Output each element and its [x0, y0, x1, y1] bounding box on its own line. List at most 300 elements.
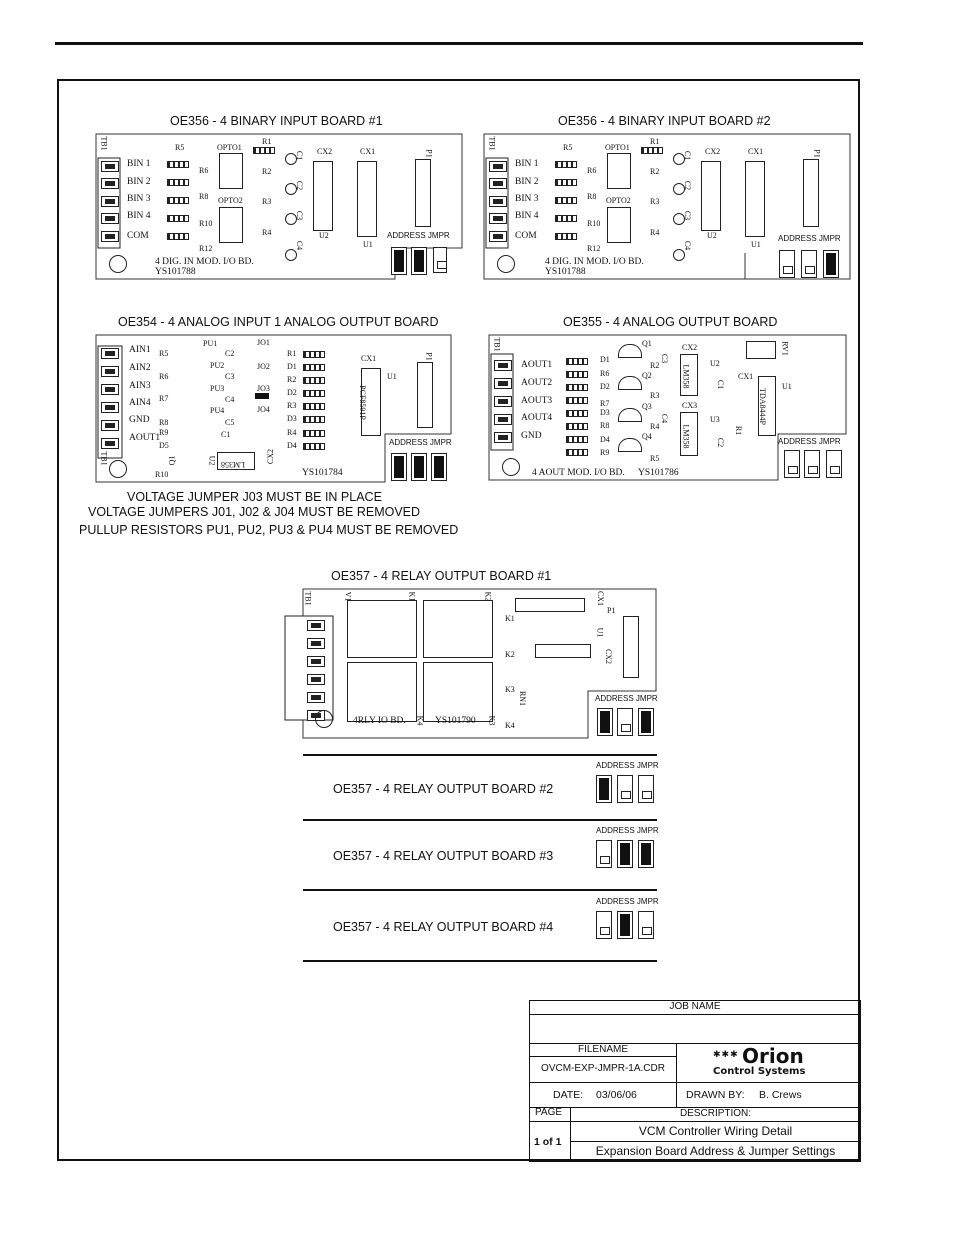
board-title-relay1: OE357 - 4 RELAY OUTPUT BOARD #1: [331, 569, 552, 583]
aout-u3: U3: [710, 415, 720, 424]
resistor: [555, 215, 577, 222]
aout-d4: D4: [600, 435, 610, 444]
terminal-4: [307, 674, 325, 685]
relay2-jumper-1[interactable]: [596, 775, 612, 803]
bin1-ys-number: YS101788: [155, 267, 196, 277]
ain-r3: R3: [287, 401, 297, 410]
bin2-r4: R4: [650, 228, 660, 237]
resistor: [167, 197, 189, 204]
note-voltage-j01-j02-j04: VOLTAGE JUMPERS J01, J02 & J04 MUST BE REMOVED: [88, 505, 421, 519]
relay1-v1: V1: [343, 591, 353, 602]
transistor: [618, 438, 642, 452]
title-block: [529, 1000, 861, 1162]
aout-cx1: CX1: [738, 372, 754, 381]
date-value: 03/06/06: [596, 1089, 637, 1101]
ain-address-jumper-label: ADDRESS JMPR: [389, 438, 452, 447]
relay2-jumper-3[interactable]: [638, 775, 654, 803]
separator-line: [303, 819, 657, 821]
terminal-5: [101, 420, 119, 431]
terminal-1: [307, 620, 325, 631]
ain-jumper-2[interactable]: [411, 453, 427, 481]
aout-jumper-3[interactable]: [826, 450, 842, 478]
aout-tda8444p: TDA8444P: [757, 388, 767, 425]
aout-d2: D2: [600, 382, 610, 391]
p1-header: [623, 616, 639, 678]
ain-c5: C5: [225, 418, 235, 427]
terminal-3: [489, 196, 507, 207]
terminal-5: [101, 231, 119, 242]
terminal-4: [489, 213, 507, 224]
relay4-jumper-1[interactable]: [596, 911, 612, 939]
bin1-jumper-2[interactable]: [411, 247, 427, 275]
relay1-cx1: CX1: [596, 590, 606, 607]
resistor: [303, 416, 325, 423]
ain-r5: R5: [159, 349, 169, 358]
aout-q1: Q1: [642, 339, 652, 348]
board-title-ain: OE354 - 4 ANALOG INPUT 1 ANALOG OUTPUT BOARD: [118, 315, 439, 329]
relay2-address-jumper-label: ADDRESS JMPR: [596, 761, 659, 770]
aout-r5: R5: [650, 454, 660, 463]
terminal-1: [101, 161, 119, 172]
resistor: [555, 179, 577, 186]
p1-header: [415, 159, 431, 227]
resistor: [555, 161, 577, 168]
resistor: [555, 233, 577, 240]
transistor: [618, 408, 642, 422]
aout-output-4: AOUT4: [521, 413, 553, 423]
bin1-c2: C2: [295, 180, 305, 191]
board-title-relay3: OE357 - 4 RELAY OUTPUT BOARD #3: [333, 849, 554, 863]
board-title-bin2: OE356 - 4 BINARY INPUT BOARD #2: [558, 114, 771, 128]
drawn-by-value: B. Crews: [759, 1089, 802, 1101]
u2-chip: [313, 161, 333, 231]
bin1-address-jumper-label: ADDRESS JMPR: [387, 231, 450, 240]
resistor: [303, 390, 325, 397]
bin1-tb1-label: TB1: [99, 136, 109, 151]
terminal-5: [494, 432, 512, 443]
bin2-c4: C4: [683, 240, 693, 251]
terminal-2: [494, 378, 512, 389]
aout-ys-number: YS101786: [638, 468, 679, 478]
transistor: [618, 376, 642, 390]
u1-chip: [745, 161, 765, 237]
relay4-jumper-2[interactable]: [617, 911, 633, 939]
ain-r8: R8: [159, 418, 169, 427]
relay1-k1-side: K1: [505, 614, 515, 623]
bin2-cx2: CX2: [705, 147, 721, 156]
ain-input-2: AIN2: [129, 363, 151, 373]
bin1-u2: U2: [319, 231, 329, 240]
ain-jumper-1[interactable]: [391, 453, 407, 481]
description-line-2: Expansion Board Address & Jumper Settings: [595, 1144, 836, 1158]
aout-r4: R4: [650, 422, 660, 431]
relay1-k1-top: K1: [407, 591, 417, 602]
opto2-chip: [607, 207, 631, 243]
ain-c4: C4: [225, 395, 235, 404]
aout-r6: R6: [600, 369, 610, 378]
bin1-c1: C1: [295, 150, 305, 161]
terminal-1: [489, 161, 507, 172]
bin2-r8: R8: [587, 192, 597, 201]
ain-cx2: CX2: [266, 448, 276, 465]
relay1-p1: P1: [607, 606, 616, 615]
ain-r7: R7: [159, 394, 169, 403]
analog-input-board: [95, 334, 453, 484]
ain-input-gnd: GND: [129, 415, 150, 425]
bin1-jumper-1[interactable]: [391, 247, 407, 275]
binary-input-board-2: [483, 133, 851, 281]
aout-address-jumper-label: ADDRESS JMPR: [778, 437, 841, 446]
ain-cx1: CX1: [361, 354, 377, 363]
bin1-input-3: BIN 3: [127, 194, 151, 204]
capacitor: [673, 183, 685, 195]
aout-r1: R1: [734, 425, 744, 436]
rv1-potentiometer: [746, 341, 776, 359]
mounting-hole: [315, 710, 333, 728]
bin1-r5: R5: [175, 143, 185, 152]
ain-pu2: PU2: [210, 361, 225, 370]
description-line-1: VCM Controller Wiring Detail: [638, 1124, 793, 1138]
relay-k1: [347, 600, 417, 658]
resistor: [566, 384, 588, 391]
job-name-value-cell: [529, 1014, 861, 1044]
relay-output-board-1: [283, 588, 657, 740]
resistor: [167, 215, 189, 222]
bin1-c3: C3: [295, 210, 305, 221]
orion-logo: Orion: [742, 1044, 804, 1068]
bin2-u2: U2: [707, 231, 717, 240]
aout-lm358-a: LM358: [681, 364, 691, 389]
aout-d1: D1: [600, 355, 610, 364]
capacitor: [285, 153, 297, 165]
u1-chip: [357, 161, 377, 237]
terminal-4: [494, 414, 512, 425]
note-pullup-resistors: PULLUP RESISTORS PU1, PU2, PU3 & PU4 MUST BE REMOVED: [79, 523, 459, 537]
relay4-address-jumper-label: ADDRESS JMPR: [596, 897, 659, 906]
bin2-u1: U1: [751, 240, 761, 249]
board-outline-bin1: [95, 133, 463, 281]
relay3-jumper-3[interactable]: [638, 840, 654, 868]
aout-c2: C2: [716, 437, 726, 448]
aout-c3: C3: [660, 353, 670, 364]
opto2-chip: [219, 207, 243, 243]
terminal-2: [489, 178, 507, 189]
terminal-3: [494, 396, 512, 407]
aout-part-number: 4 AOUT MOD. I/O BD.: [532, 468, 625, 478]
p1-header: [803, 159, 819, 227]
ain-input-3: AIN3: [129, 381, 151, 391]
aout-output-1: AOUT1: [521, 360, 553, 370]
aout-tb1: TB1: [492, 337, 502, 352]
mounting-hole: [109, 460, 127, 478]
bin2-cx1: CX1: [748, 147, 764, 156]
ain-c1: C1: [221, 430, 231, 439]
resistor: [555, 197, 577, 204]
terminal-4: [101, 402, 119, 413]
bin2-input-3: BIN 3: [515, 194, 539, 204]
relay2-jumper-2[interactable]: [617, 775, 633, 803]
board-title-relay4: OE357 - 4 RELAY OUTPUT BOARD #4: [333, 920, 554, 934]
aout-c4: C4: [660, 413, 670, 424]
aout-cx2: CX2: [682, 343, 698, 352]
mounting-hole: [502, 458, 520, 476]
bin2-address-jumper-label: ADDRESS JMPR: [778, 234, 841, 243]
bin1-part-number: 4 DIG. IN MOD. I/O BD.: [155, 257, 254, 267]
ain-pu1: PU1: [203, 339, 218, 348]
bin2-jumper-2[interactable]: [801, 250, 817, 278]
bin1-c4: C4: [295, 240, 305, 251]
bin2-jumper-3[interactable]: [823, 250, 839, 278]
bin1-opto2: OPTO2: [218, 196, 243, 205]
terminal-1: [494, 360, 512, 371]
jo3-jumper-installed: [255, 393, 269, 399]
relay1-k2-side: K2: [505, 650, 515, 659]
bin1-cx2: CX2: [317, 147, 333, 156]
relay1-cx2: CX2: [604, 648, 614, 665]
aout-r7: R7: [600, 399, 610, 408]
terminal-6: [101, 438, 119, 449]
bin2-ys-number: YS101788: [545, 267, 586, 277]
ain-output-1: AOUT1: [129, 433, 161, 443]
relay1-k4-bottom: K4: [415, 715, 425, 726]
orion-logo-subtext: Control Systems: [713, 1066, 806, 1077]
opto1-chip: [607, 153, 631, 189]
relay1-k4-side: K4: [505, 721, 515, 730]
resistor: [303, 443, 325, 450]
resistor: [303, 364, 325, 371]
terminal-5: [489, 231, 507, 242]
relay3-jumper-1[interactable]: [596, 840, 612, 868]
aout-output-3: AOUT3: [521, 396, 553, 406]
separator-line: [303, 754, 657, 756]
resistor: [167, 233, 189, 240]
relay-k2: [423, 600, 493, 658]
ain-d4: D4: [287, 441, 297, 450]
ain-d1: D1: [287, 362, 297, 371]
relay1-jumper-3[interactable]: [638, 708, 654, 736]
terminal-2: [307, 638, 325, 649]
ain-d5: D5: [159, 441, 169, 450]
relay1-u1: U1: [595, 627, 605, 638]
capacitor: [673, 249, 685, 261]
bin2-r12: R12: [587, 244, 601, 253]
aout-u1: U1: [782, 382, 792, 391]
bin2-input-1: BIN 1: [515, 159, 539, 169]
aout-output-2: AOUT2: [521, 378, 553, 388]
terminal-1: [101, 348, 119, 359]
description-label: DESCRIPTION:: [679, 1108, 752, 1119]
resistor: [303, 403, 325, 410]
mounting-hole: [109, 255, 127, 273]
bin2-opto1: OPTO1: [605, 143, 630, 152]
p1-header: [417, 362, 433, 428]
aout-r9: R9: [600, 448, 610, 457]
capacitor: [285, 249, 297, 261]
ain-c2: C2: [225, 349, 235, 358]
relay1-jumper-2[interactable]: [617, 708, 633, 736]
resistor: [641, 147, 663, 154]
bin2-r2: R2: [650, 167, 660, 176]
capacitor: [285, 183, 297, 195]
bin2-r6: R6: [587, 166, 597, 175]
ain-pu3: PU3: [210, 384, 225, 393]
bin1-input-1: BIN 1: [127, 159, 151, 169]
bin1-r1: R1: [262, 137, 272, 146]
bin2-input-4: BIN 4: [515, 211, 539, 221]
terminal-3: [101, 384, 119, 395]
ain-u2: U2: [207, 455, 217, 466]
capacitor: [673, 213, 685, 225]
aout-cx3: CX3: [682, 401, 698, 410]
ain-ys-number: YS101784: [302, 468, 343, 478]
aout-lm358-b: LM358: [681, 424, 691, 449]
relay3-address-jumper-label: ADDRESS JMPR: [596, 826, 659, 835]
ain-input-1: AIN1: [129, 345, 151, 355]
bin1-r12: R12: [199, 244, 213, 253]
resistor: [303, 430, 325, 437]
board-outline-bin2: [483, 133, 851, 281]
bin2-r1: R1: [650, 137, 660, 146]
ain-jumper-3[interactable]: [431, 453, 447, 481]
ain-d2: D2: [287, 388, 297, 397]
bin1-r3: R3: [262, 197, 272, 206]
ain-tb1: TB1: [99, 451, 109, 466]
ain-r4: R4: [287, 428, 297, 437]
analog-output-board: [488, 334, 848, 482]
aout-c1: C1: [716, 379, 726, 390]
bin1-opto1: OPTO1: [217, 143, 242, 152]
aout-r3: R3: [650, 391, 660, 400]
aout-gnd: GND: [521, 431, 542, 441]
aout-rv1: RV1: [780, 341, 790, 356]
bin2-jumper-1[interactable]: [779, 250, 795, 278]
aout-jumper-2[interactable]: [804, 450, 820, 478]
ain-pcf8591p: PCF8591P: [357, 385, 367, 420]
relay-k3: [423, 662, 493, 722]
relay1-address-jumper-label: ADDRESS JMPR: [595, 694, 658, 703]
resistor: [566, 410, 588, 417]
aout-jumper-1[interactable]: [784, 450, 800, 478]
bin1-r2: R2: [262, 167, 272, 176]
filename-divider: [529, 1056, 677, 1057]
board-title-relay2: OE357 - 4 RELAY OUTPUT BOARD #2: [333, 782, 554, 796]
bin1-r4: R4: [262, 228, 272, 237]
ain-lm358: LM358: [221, 460, 245, 469]
page-value: 1 of 1: [534, 1136, 562, 1148]
resistor: [566, 358, 588, 365]
ain-r6: R6: [159, 372, 169, 381]
transistor: [618, 344, 642, 358]
capacitor: [285, 213, 297, 225]
relay1-part-number: 4RLY IO BD.: [353, 716, 406, 726]
job-name-label: JOB NAME: [669, 1001, 721, 1012]
filename-label: FILENAME: [577, 1044, 628, 1055]
opto1-chip: [219, 153, 243, 189]
page-top-rule: [55, 42, 863, 45]
bin2-r10: R10: [587, 219, 601, 228]
terminal-4: [101, 213, 119, 224]
u2-chip: [701, 161, 721, 231]
separator-line: [303, 960, 657, 962]
aout-r8: R8: [600, 421, 610, 430]
note-voltage-j03: VOLTAGE JUMPER J03 MUST BE IN PLACE: [127, 490, 382, 504]
relay1-ys-number: YS101790: [435, 716, 476, 726]
board-title-bin1: OE356 - 4 BINARY INPUT BOARD #1: [170, 114, 383, 128]
bin1-cx1: CX1: [360, 147, 376, 156]
bin2-r5: R5: [563, 143, 573, 152]
ain-jo4: JO4: [257, 405, 270, 414]
bin2-input-2: BIN 2: [515, 177, 539, 187]
relay1-k2-top: K2: [483, 591, 493, 602]
bin2-opto2: OPTO2: [606, 196, 631, 205]
aout-u2: U2: [710, 359, 720, 368]
mounting-hole: [497, 255, 515, 273]
relay1-tb1: TB1: [303, 591, 313, 606]
u1-chip: [515, 598, 585, 612]
ain-r10: R10: [155, 470, 169, 479]
u2-chip: [535, 644, 591, 658]
bin1-p1: P1: [424, 149, 434, 158]
ain-jo3: JO3: [257, 384, 270, 393]
bin2-input-com: COM: [515, 231, 537, 241]
resistor: [167, 161, 189, 168]
resistor: [566, 371, 588, 378]
resistor: [253, 147, 275, 154]
page-label: PAGE: [535, 1107, 563, 1118]
ain-d3: D3: [287, 414, 297, 423]
ain-r2: R2: [287, 375, 297, 384]
ain-c3: C3: [225, 372, 235, 381]
ain-p1: P1: [424, 352, 434, 361]
bin1-input-2: BIN 2: [127, 177, 151, 187]
aout-r2: R2: [650, 361, 660, 370]
terminal-5: [307, 692, 325, 703]
board-title-aout: OE355 - 4 ANALOG OUTPUT BOARD: [563, 315, 778, 329]
bin2-p1: P1: [812, 149, 822, 158]
ain-q1: Q1: [167, 455, 177, 466]
capacitor: [673, 153, 685, 165]
bin1-r8: R8: [199, 192, 209, 201]
aout-q2: Q2: [642, 371, 652, 380]
terminal-2: [101, 366, 119, 377]
bin2-r3: R3: [650, 197, 660, 206]
bin2-c3: C3: [683, 210, 693, 221]
ain-pu4: PU4: [210, 406, 225, 415]
separator-line: [303, 889, 657, 891]
bin1-r10: R10: [199, 219, 213, 228]
terminal-3: [101, 196, 119, 207]
relay1-jumper-1[interactable]: [597, 708, 613, 736]
resistor: [566, 436, 588, 443]
resistor: [303, 377, 325, 384]
bin1-r6: R6: [199, 166, 209, 175]
aout-q3: Q3: [642, 402, 652, 411]
ain-r1: R1: [287, 349, 297, 358]
aout-d3: D3: [600, 408, 610, 417]
relay4-jumper-3[interactable]: [638, 911, 654, 939]
binary-input-board-1: [95, 133, 463, 281]
bin2-c1: C1: [683, 150, 693, 161]
bin2-part-number: 4 DIG. IN MOD. I/O BD.: [545, 257, 644, 267]
filename-value: OVCM-EXP-JMPR-1A.CDR: [541, 1063, 665, 1074]
bin1-input-4: BIN 4: [127, 211, 151, 221]
ain-jo2: JO2: [257, 362, 270, 371]
bin1-jumper-3[interactable]: [433, 247, 447, 273]
relay3-jumper-2[interactable]: [617, 840, 633, 868]
relay1-k3-side: K3: [505, 685, 515, 694]
ain-input-4: AIN4: [129, 398, 151, 408]
resistor: [167, 179, 189, 186]
